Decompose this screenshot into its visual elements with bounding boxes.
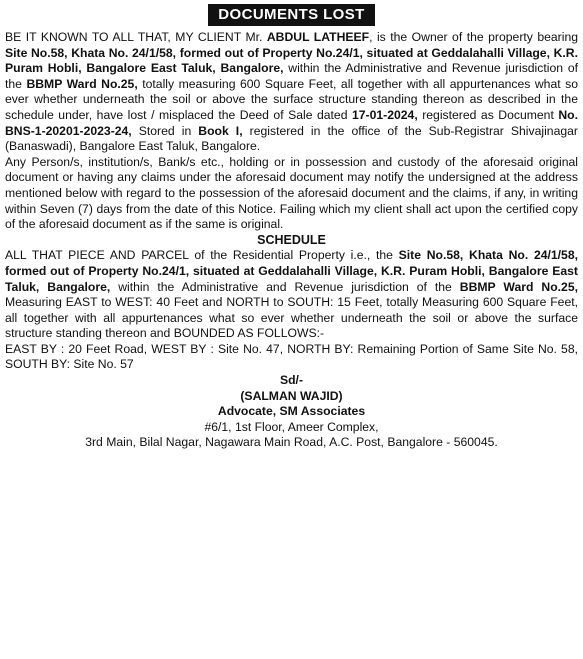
p1-text-1: BE IT KNOWN TO ALL THAT, MY CLIENT Mr. bbox=[5, 30, 267, 44]
schedule-text-3: Measuring EAST to WEST: 40 Feet and NORTH to SOUTH: 15 Feet, totally Measuring 600 Square Feet, all together with all appurtenances what so ever whether underneath the soil or above the surface structure standing thereon and BOUNDED AS FOLLOWS:- bbox=[5, 295, 578, 341]
notice-paragraph-1 bbox=[5, 30, 578, 155]
signature-name: (SALMAN WAJID) bbox=[240, 388, 343, 403]
schedule-text-2: within the Administrative and Revenue jurisdiction of the bbox=[110, 279, 460, 294]
signature-title: Advocate, SM Associates bbox=[217, 404, 366, 419]
book-number: Book I, bbox=[198, 123, 243, 138]
ward-number: BBMP Ward No.25, bbox=[26, 76, 138, 91]
schedule-ward: BBMP Ward No.25, bbox=[459, 279, 578, 294]
schedule-title: SCHEDULE bbox=[257, 232, 326, 247]
p1-text-7: registered in the office of the Sub-Registrar Shivajinagar (Banaswadi), Bangalore East Taluk, Bangalore. bbox=[5, 123, 578, 154]
notice-paragraph-2: Any Person/s, institution/s, Bank/s etc., holding or in possession and custody of the aforesaid original document or having any claims under the aforesaid document may notify the undersigned at the address mentioned below with regard to the possession of the aforesaid document and the claims, if any, in writing within Seven (7) days from the date of this Notice. Failing which my client shall act upon the certified copy of the aforesaid document as if the same is original. bbox=[5, 154, 578, 232]
banner-wrap bbox=[5, 4, 578, 26]
deed-date: 17-01-2024, bbox=[351, 107, 418, 122]
property-description: Site No.58, Khata No. 24/1/58, formed out of Property No.24/1, situated at Geddalahalli Village, K.R. Puram Hobli, Bangalore East Taluk, Bangalore, bbox=[5, 45, 578, 76]
signature-address-1: #6/1, 1st Floor, Ameer Complex, bbox=[204, 419, 379, 434]
p1-text-2: , is the Owner of the property bearing bbox=[369, 30, 578, 44]
schedule-property: Site No.58, Khata No. 24/1/58, formed out of Property No.24/1, situated at Geddalahalli Village, K.R. Puram Hobli, Bangalore East Taluk, Bangalore, bbox=[5, 248, 579, 294]
schedule-boundaries: EAST BY : 20 Feet Road, WEST BY : Site No. 47, NORTH BY: Remaining Portion of Same Site No. 58, SOUTH BY: Site No. 57 bbox=[5, 341, 578, 372]
document-number: No. BNS-1-20201-2023-24, bbox=[5, 107, 578, 138]
p1-text-4: totally measuring 600 Square Feet, all together with all appurtenances what so ever whether underneath the soil or above the surface structure standing thereon as described in the schedule under, have lost / misplaced the Deed of Sale dated bbox=[5, 76, 578, 122]
signature-sd: Sd/- bbox=[279, 373, 304, 388]
p1-text-5: registered as Document bbox=[417, 107, 559, 122]
signature-address-2: 3rd Main, Bilal Nagar, Nagawara Main Road, A.C. Post, Bangalore - 560045. bbox=[85, 435, 498, 450]
schedule-text-1: ALL THAT PIECE AND PARCEL of the Residential Property i.e., the bbox=[5, 248, 399, 263]
notice-banner: DOCUMENTS LOST bbox=[208, 4, 374, 26]
owner-name: ABDUL LATHEEF bbox=[266, 30, 370, 44]
schedule-paragraph bbox=[5, 248, 578, 342]
p1-text-3: within the Administrative and Revenue jurisdiction of the bbox=[5, 61, 578, 91]
p1-text-6: Stored in bbox=[131, 123, 199, 138]
